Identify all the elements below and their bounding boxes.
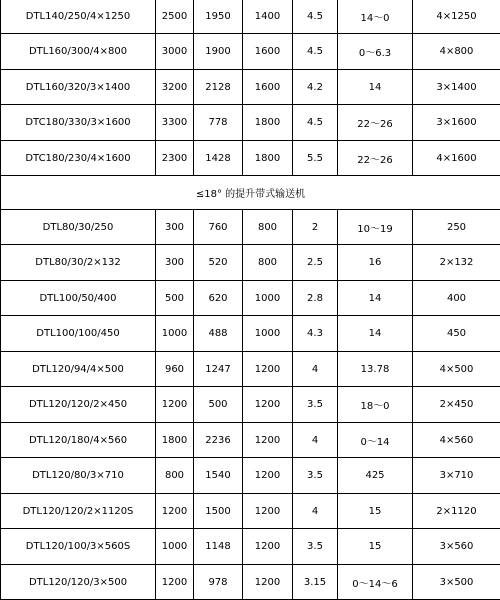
angle-cell: 14～0	[338, 0, 413, 34]
power-cell: 3×710	[413, 458, 500, 494]
length-cell: 500	[194, 387, 243, 423]
width-cell: 1000	[243, 316, 293, 352]
angle-cell: 15	[338, 494, 413, 529]
power-cell: 3×1600	[413, 105, 500, 141]
model-cell: DTC180/230/4×1600	[1, 141, 156, 176]
table-row	[1, 141, 500, 176]
length-cell: 2128	[194, 70, 243, 105]
width-cell: 1200	[243, 565, 293, 600]
capacity-cell: 1000	[156, 529, 194, 565]
model-cell: DTL120/100/3×560S	[1, 529, 156, 565]
width-cell: 800	[243, 210, 293, 245]
power-cell: 3×1400	[413, 70, 500, 105]
length-cell: 520	[194, 245, 243, 281]
width-cell: 1200	[243, 387, 293, 423]
capacity-cell: 2300	[156, 141, 194, 176]
angle-cell: 0～6.3	[338, 34, 413, 70]
width-cell: 1200	[243, 494, 293, 529]
length-cell: 1428	[194, 141, 243, 176]
section-title: ≤18° 的提升带式输送机	[1, 176, 500, 210]
width-cell: 1200	[243, 352, 293, 387]
table-row	[1, 105, 500, 141]
angle-cell: 0～14～6	[338, 565, 413, 600]
angle-cell: 15	[338, 529, 413, 565]
speed-cell: 4.5	[293, 105, 338, 141]
angle-cell: 22～26	[338, 105, 413, 141]
table-row	[1, 0, 500, 34]
width-cell: 1200	[243, 529, 293, 565]
length-cell: 978	[194, 565, 243, 600]
width-cell: 1200	[243, 423, 293, 458]
width-cell: 1800	[243, 105, 293, 141]
angle-cell: 18～0	[338, 387, 413, 423]
speed-cell: 4.5	[293, 0, 338, 34]
angle-cell: 425	[338, 458, 413, 494]
model-cell: DTL120/94/4×500	[1, 352, 156, 387]
length-cell: 1900	[194, 34, 243, 70]
power-cell: 250	[413, 210, 500, 245]
capacity-cell: 3200	[156, 70, 194, 105]
model-cell: DTL120/120/2×1120S	[1, 494, 156, 529]
capacity-cell: 300	[156, 245, 194, 281]
speed-cell: 4	[293, 494, 338, 529]
model-cell: DTL100/50/400	[1, 281, 156, 316]
angle-cell: 0～14	[338, 423, 413, 458]
capacity-cell: 500	[156, 281, 194, 316]
width-cell: 1000	[243, 281, 293, 316]
section-row	[1, 176, 500, 210]
angle-cell: 14	[338, 70, 413, 105]
table-row	[1, 565, 500, 600]
length-cell: 760	[194, 210, 243, 245]
speed-cell: 4.2	[293, 70, 338, 105]
table-row	[1, 529, 500, 565]
length-cell: 1500	[194, 494, 243, 529]
capacity-cell: 960	[156, 352, 194, 387]
speed-cell: 3.5	[293, 458, 338, 494]
table-row	[1, 423, 500, 458]
speed-cell: 3.5	[293, 529, 338, 565]
capacity-cell: 1200	[156, 387, 194, 423]
table-row	[1, 352, 500, 387]
angle-cell: 10～19	[338, 210, 413, 245]
table-row	[1, 281, 500, 316]
table-section	[1, 176, 500, 210]
table-row	[1, 458, 500, 494]
model-cell: DTC180/330/3×1600	[1, 105, 156, 141]
table-row	[1, 210, 500, 245]
table-row	[1, 245, 500, 281]
angle-cell: 16	[338, 245, 413, 281]
power-cell: 4×500	[413, 352, 500, 387]
width-cell: 1600	[243, 34, 293, 70]
model-cell: DTL120/120/2×450	[1, 387, 156, 423]
width-cell: 1600	[243, 70, 293, 105]
table-body-top	[1, 0, 500, 176]
capacity-cell: 1800	[156, 423, 194, 458]
table-row	[1, 34, 500, 70]
length-cell: 620	[194, 281, 243, 316]
model-cell: DTL160/300/4×800	[1, 34, 156, 70]
speed-cell: 2.8	[293, 281, 338, 316]
capacity-cell: 3300	[156, 105, 194, 141]
width-cell: 1400	[243, 0, 293, 34]
speed-cell: 2	[293, 210, 338, 245]
speed-cell: 5.5	[293, 141, 338, 176]
angle-cell: 13.78	[338, 352, 413, 387]
length-cell: 1540	[194, 458, 243, 494]
speed-cell: 2.5	[293, 245, 338, 281]
power-cell: 2×132	[413, 245, 500, 281]
speed-cell: 4.5	[293, 34, 338, 70]
model-cell: DTL100/100/450	[1, 316, 156, 352]
length-cell: 1247	[194, 352, 243, 387]
length-cell: 778	[194, 105, 243, 141]
capacity-cell: 1200	[156, 494, 194, 529]
angle-cell: 22～26	[338, 141, 413, 176]
length-cell: 488	[194, 316, 243, 352]
width-cell: 1800	[243, 141, 293, 176]
speed-cell: 4	[293, 423, 338, 458]
capacity-cell: 3000	[156, 34, 194, 70]
width-cell: 1200	[243, 458, 293, 494]
model-cell: DTL120/80/3×710	[1, 458, 156, 494]
speed-cell: 3.15	[293, 565, 338, 600]
speed-cell: 4	[293, 352, 338, 387]
capacity-cell: 1000	[156, 316, 194, 352]
power-cell: 3×500	[413, 565, 500, 600]
angle-cell: 14	[338, 316, 413, 352]
capacity-cell: 800	[156, 458, 194, 494]
length-cell: 1148	[194, 529, 243, 565]
model-cell: DTL80/30/2×132	[1, 245, 156, 281]
length-cell: 1950	[194, 0, 243, 34]
capacity-cell: 300	[156, 210, 194, 245]
power-cell: 3×560	[413, 529, 500, 565]
power-cell: 450	[413, 316, 500, 352]
model-cell: DTL120/120/3×500	[1, 565, 156, 600]
angle-cell: 14	[338, 281, 413, 316]
speed-cell: 4.3	[293, 316, 338, 352]
model-cell: DTL80/30/250	[1, 210, 156, 245]
capacity-cell: 1200	[156, 565, 194, 600]
model-cell: DTL160/320/3×1400	[1, 70, 156, 105]
table-row	[1, 316, 500, 352]
power-cell: 400	[413, 281, 500, 316]
power-cell: 4×560	[413, 423, 500, 458]
speed-cell: 3.5	[293, 387, 338, 423]
power-cell: 4×800	[413, 34, 500, 70]
capacity-cell: 2500	[156, 0, 194, 34]
power-cell: 4×1600	[413, 141, 500, 176]
power-cell: 4×1250	[413, 0, 500, 34]
power-cell: 2×450	[413, 387, 500, 423]
model-cell: DTL120/180/4×560	[1, 423, 156, 458]
length-cell: 2236	[194, 423, 243, 458]
power-cell: 2×1120	[413, 494, 500, 529]
width-cell: 800	[243, 245, 293, 281]
table-row	[1, 494, 500, 529]
table-row	[1, 70, 500, 105]
model-cell: DTL140/250/4×1250	[1, 0, 156, 34]
table-row	[1, 387, 500, 423]
table-body-bottom	[1, 210, 500, 600]
